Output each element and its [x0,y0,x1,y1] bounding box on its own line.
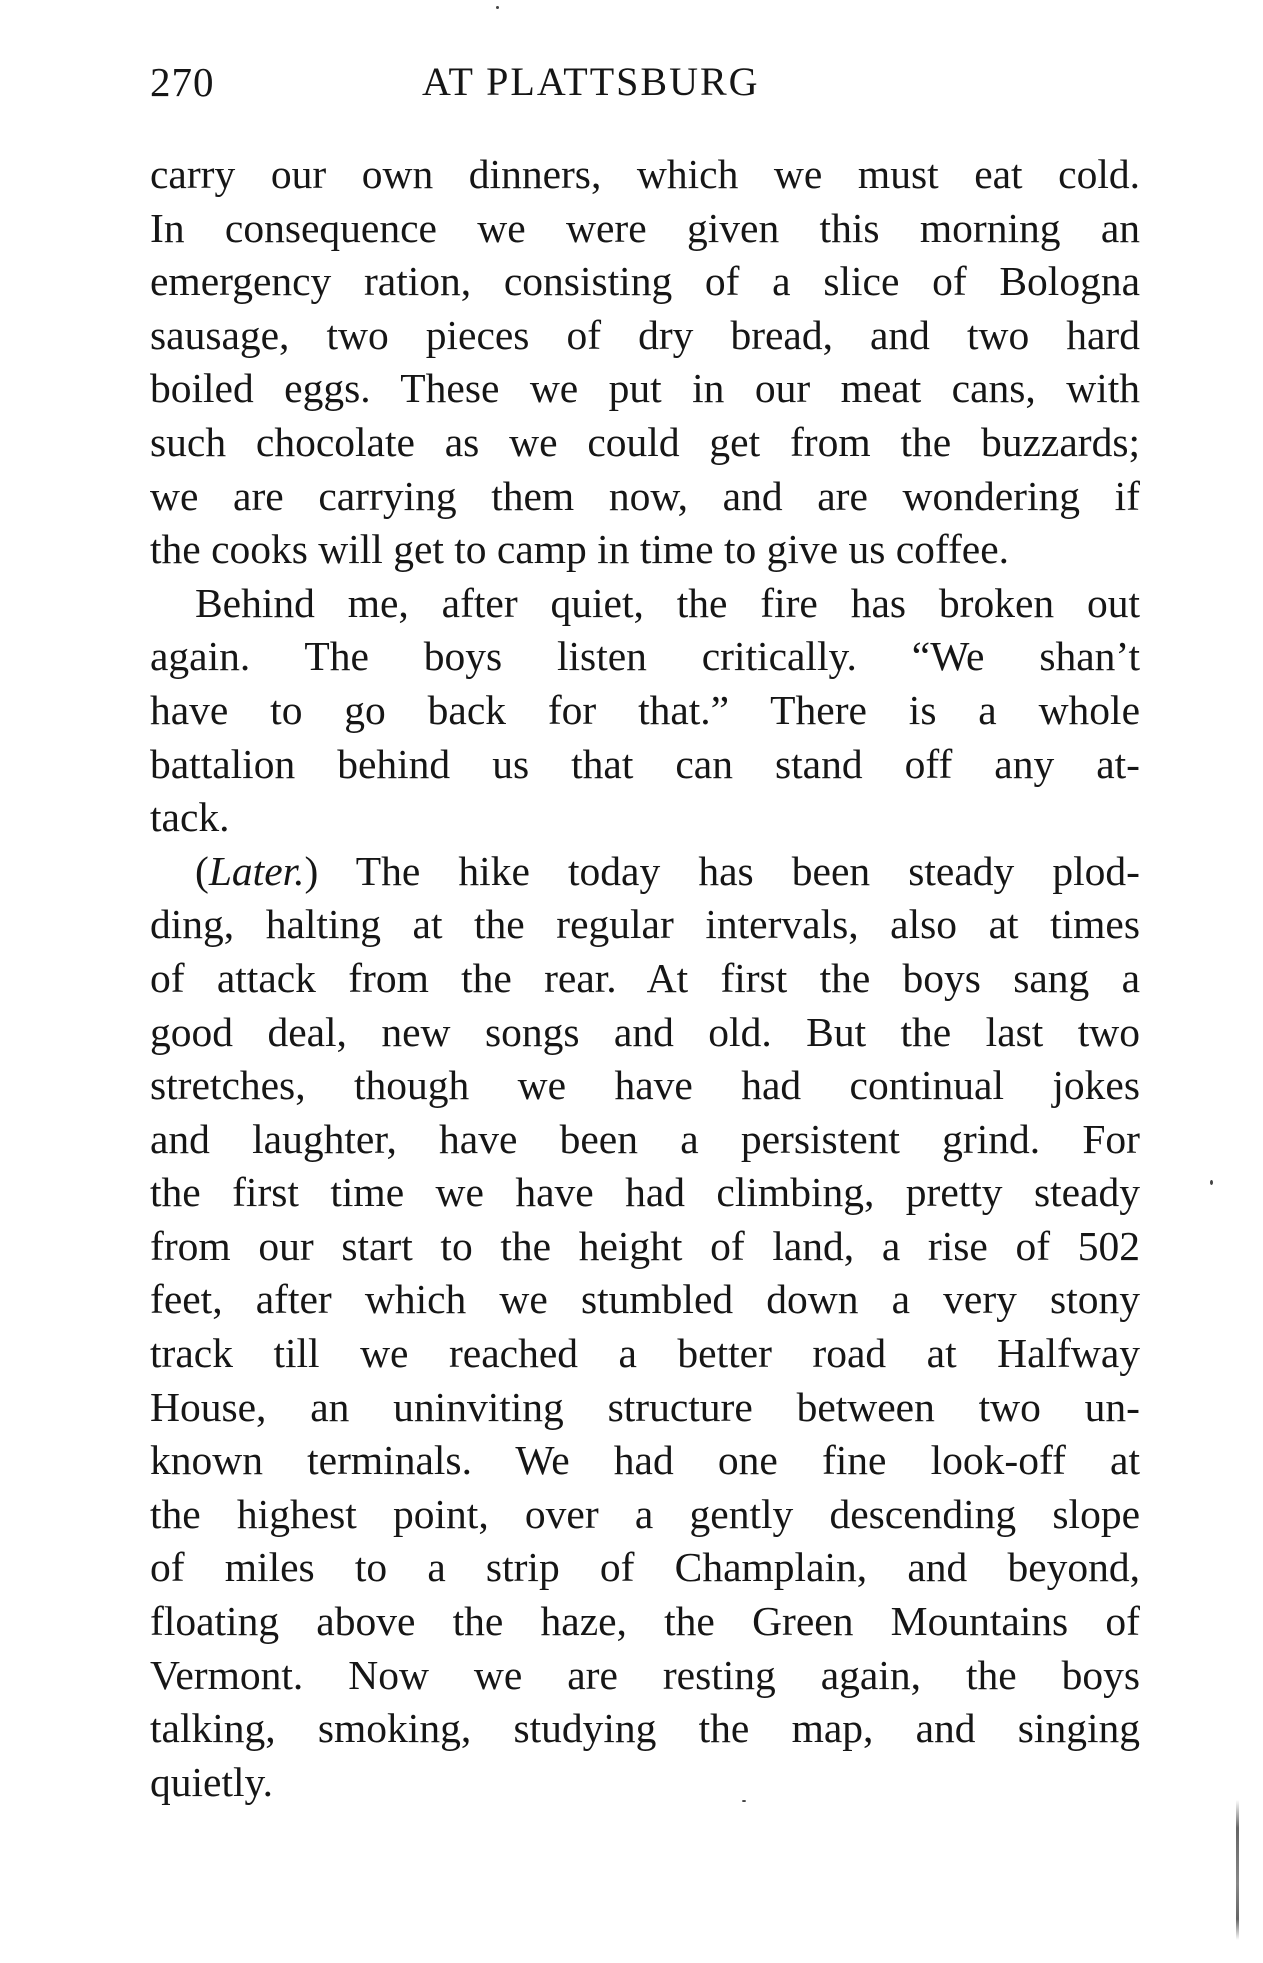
later-close-paren: ) [304,847,319,894]
scan-speck [496,6,499,9]
text-line: we are carrying them now, and are wondering if [150,472,1140,519]
body-text [150,148,1140,1809]
text-line: battalion behind us that can stand off any at- [150,740,1140,787]
text-line: good deal, new songs and old. But the last two [150,1008,1140,1055]
text-line-remainder: The hike today has been steady plod- [355,847,1140,894]
text-line: ding, halting at the regular intervals, also at times [150,901,1140,948]
text-line: the first time we have had climbing, pretty steady [150,1169,1140,1216]
text-line: talking, smoking, studying the map, and singing [150,1705,1140,1752]
text-line: stretches, though we have had continual jokes [150,1062,1140,1109]
text-line: tack. [150,794,230,841]
text-line: track till we reached a better road at Halfway [150,1330,1140,1377]
later-marker: Later. [208,847,305,894]
text-line: of attack from the rear. At first the boys sang a [150,954,1140,1001]
text-line: carry our own dinners, which we must eat cold. [150,151,1140,197]
text-line: Vermont. Now we are resting again, the boys [150,1651,1140,1698]
scan-speck [742,1800,746,1802]
text-line: again. The boys listen critically. “We shan’t [150,633,1140,680]
text-line: and laughter, have been a persistent grind. For [150,1115,1140,1162]
text-line: In consequence we were given this morning an [150,204,1140,251]
scan-speck [1210,1180,1213,1185]
text-line: Behind me, after quiet, the fire has broken out [195,579,1140,626]
text-line: sausage, two pieces of dry bread, and two hard [150,311,1140,358]
text-line: from our start to the height of land, a rise of 502 [150,1222,1140,1269]
running-head: AT PLATTSBURG [422,59,760,104]
page-number: 270 [150,59,215,105]
text-line: the cooks will get to camp in time to give us coffee. [150,526,1009,573]
text-line: of miles to a strip of Champlain, and beyond, [150,1544,1140,1591]
text-line: the highest point, over a gently descending slope [150,1490,1140,1537]
text-line: feet, after which we stumbled down a very stony [150,1276,1140,1323]
later-open-paren: ( [195,847,209,894]
text-line: House, an uninviting structure between two un- [150,1383,1140,1430]
text-line-with-later-marker [150,845,1140,899]
scan-edge-mark [1236,1800,1239,1940]
text-line: boiled eggs. These we put in our meat cans, with [150,365,1140,412]
text-line: such chocolate as we could get from the buzzards; [150,418,1140,465]
text-line: known terminals. We had one fine look-off at [150,1437,1140,1484]
text-line: have to go back for that.” There is a whole [150,686,1140,733]
text-line: floating above the haze, the Green Mountains of [150,1598,1140,1645]
page-header [150,58,1150,118]
text-line: quietly. [150,1758,273,1805]
text-line: emergency ration, consisting of a slice of Bologna [150,258,1140,305]
